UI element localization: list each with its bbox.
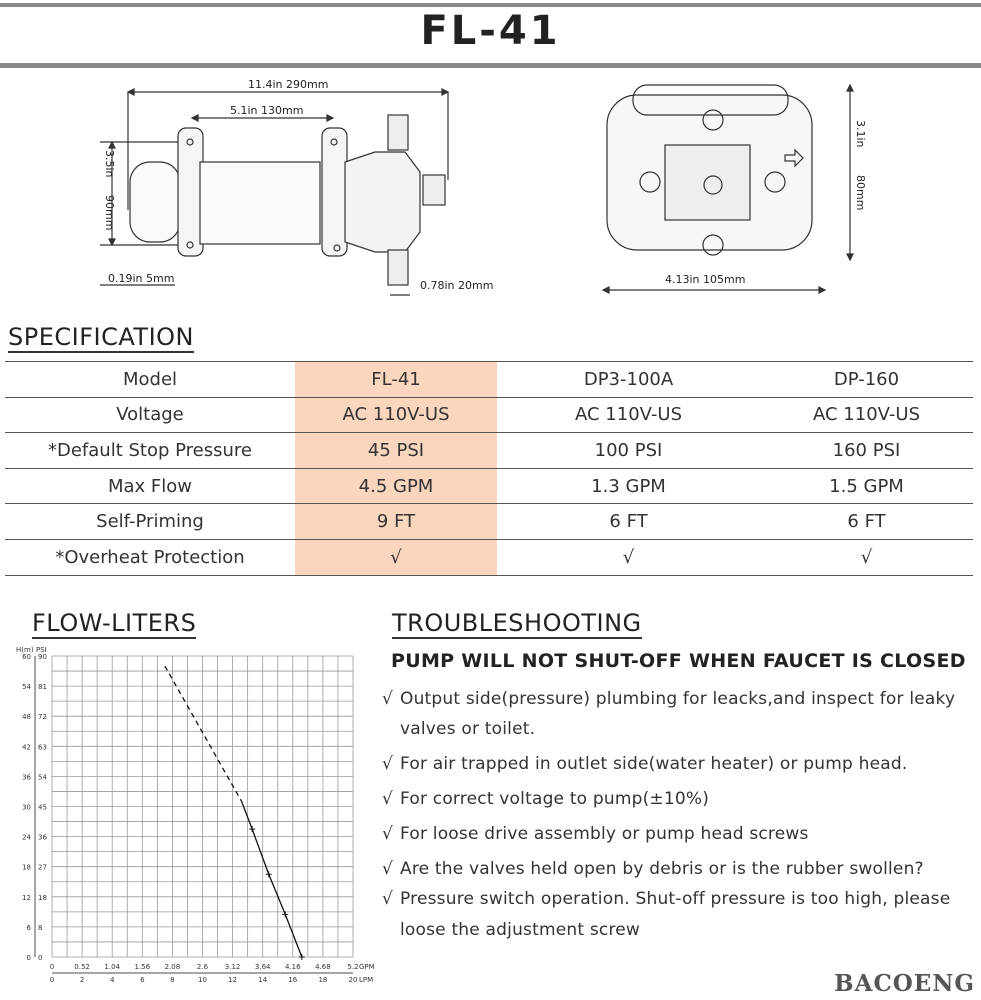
gpm-tick-label: 0 [49,963,55,971]
gpm-tick-label: 2.6 [196,963,209,971]
spec-dp160: 160 PSI [760,433,973,469]
item-text-continued: loose the adjustment screw [400,920,641,940]
item-text: Output side(pressure) plumbing for leacks,and inspect for leaky [400,689,956,709]
h-tick-label: 60 [22,653,31,661]
length-label: 11.4in 290mm [248,78,329,91]
item-text: For correct voltage to pump(±10%) [400,789,710,809]
spec-dp3-100a: 1.3 GPM [497,468,760,504]
item-text: Pressure switch operation. Shut-off pressure is too high, please [400,889,951,909]
troubleshooting-item [382,689,955,709]
check-icon: √ [382,689,394,709]
item-text: For loose drive assembly or pump head screws [400,824,809,844]
hole-label: 0.19in 5mm [108,272,175,285]
spec-dp3-100a: √ [497,539,760,575]
h-tick-label: 42 [22,743,31,752]
spec-row [5,504,973,540]
gpm-tick-label: 0.52 [74,963,90,971]
top-rule [0,3,981,7]
lpm-tick-label: 10 [198,976,207,984]
gpm-tick-label: 3.12 [224,963,241,971]
gpm-tick-label: 1.56 [134,963,151,971]
flow-heading: FLOW-LITERS [32,609,197,637]
spec-dp3-100a: 6 FT [497,504,760,540]
side-height-mm-label: 80mm [854,175,867,211]
spec-row [5,397,973,433]
h-tick-label: 0 [26,954,31,962]
spec-dp160: DP-160 [760,362,973,398]
gpm-tick-label: 5.2 [347,963,359,971]
spec-row [5,539,973,575]
lpm-tick-label: 8 [170,976,175,984]
lpm-tick-label: 14 [258,976,268,984]
troubleshooting-item [382,789,709,809]
flow-chart [0,640,375,985]
item-text: Are the valves held open by debris or is the rubber swollen? [400,859,924,879]
h-tick-label: 12 [22,893,31,902]
psi-tick-label: 72 [38,713,47,722]
h-tick-label: 48 [22,713,31,722]
data-point-marker [249,826,255,832]
lpm-tick-label: 2 [79,976,85,984]
check-icon: √ [382,859,394,879]
item-text: For air trapped in outlet side(water heater) or pump head. [400,754,908,774]
side-width-label: 4.13in 105mm [665,273,746,286]
lpm-tick-label: 4 [109,976,115,984]
check-icon: √ [382,754,394,774]
spec-dp160: AC 110V-US [760,397,973,433]
spec-fl41: 4.5 GPM [295,468,497,504]
check-icon: √ [382,789,394,809]
psi-tick-label: 81 [38,683,47,692]
title-rule [0,63,981,68]
troubleshooting-heading: TROUBLESHOOTING [392,609,642,637]
spec-fl41: 9 FT [295,504,497,540]
spec-label: Self-Priming [5,504,295,540]
spec-dp160: √ [760,539,973,575]
troubleshooting-subheading: PUMP WILL NOT SHUT-OFF WHEN FAUCET IS CLOSED [391,650,966,672]
spec-dp160: 1.5 GPM [760,468,973,504]
specification-heading: SPECIFICATION [8,323,194,351]
lpm-tick-label: 0 [49,976,55,984]
gpm-tick-label: 4.68 [315,963,331,971]
y-label-psi: PSI [36,646,47,654]
h-tick-label: 54 [22,683,31,692]
gpm-tick-label: 1.04 [104,963,120,971]
troubleshooting-item [382,754,907,774]
psi-tick-label: 36 [38,833,47,842]
spec-fl41: √ [295,539,497,575]
height-in-label: 3.5in [103,150,116,178]
spec-label: Max Flow [5,468,295,504]
port-label: 0.78in 20mm [420,279,494,292]
y-label-h: H(m) [16,646,34,654]
psi-tick-label: 45 [38,803,47,812]
psi-tick-label: 18 [38,893,47,902]
spec-dp3-100a: AC 110V-US [497,397,760,433]
x-label-gpm: GPM [359,963,375,971]
pump-front-dimension-drawing [595,75,870,300]
psi-tick-label: 90 [38,653,47,661]
h-tick-label: 36 [22,773,31,782]
page-title: FL-41 [420,8,561,54]
lpm-tick-label: 16 [288,976,298,984]
h-tick-label: 30 [22,803,31,812]
spec-dp160: 6 FT [760,504,973,540]
spec-label: Voltage [5,397,295,433]
spec-fl41: AC 110V-US [295,397,497,433]
spec-fl41: FL-41 [295,362,497,398]
data-point-marker [299,954,305,960]
height-mm-label: 90mm [103,195,116,231]
lpm-tick-label: 12 [228,976,238,984]
lpm-tick-label: 18 [318,976,328,984]
troubleshooting-item [382,859,924,879]
side-height-in-label: 3.1in [854,120,867,148]
spec-row [5,362,973,398]
gpm-tick-label: 4.16 [285,963,301,971]
spec-label: Model [5,362,295,398]
spec-dp3-100a: 100 PSI [497,433,760,469]
spec-label: *Overheat Protection [5,539,295,575]
h-tick-label: 24 [22,833,31,842]
gpm-tick-label: 2.08 [164,963,181,971]
spec-label: *Default Stop Pressure [5,433,295,469]
lpm-tick-label: 6 [140,976,145,984]
data-point-marker [282,911,288,917]
psi-tick-label: 27 [38,863,47,872]
brand-logo: BACOENG [834,970,975,997]
item-text-continued: valves or toilet. [400,719,536,739]
spec-dp3-100a: DP3-100A [497,362,760,398]
x-label-lpm: LPM [359,976,374,984]
spec-row [5,433,973,469]
mount-spacing-label: 5.1in 130mm [230,104,304,117]
psi-tick-label: 0 [38,954,43,962]
check-icon: √ [382,889,394,909]
lpm-tick-label: 20 [348,976,358,984]
data-point-marker [266,871,272,877]
troubleshooting-item [382,824,809,844]
psi-tick-label: 54 [38,773,47,782]
h-tick-label: 6 [26,923,31,932]
psi-tick-label: 63 [38,743,47,752]
h-tick-label: 18 [22,863,31,872]
spec-fl41: 45 PSI [295,433,497,469]
check-icon: √ [382,824,394,844]
pump-side-dimension-drawing [90,70,520,300]
specification-table [5,361,973,576]
gpm-tick-label: 3.64 [254,963,271,971]
spec-row [5,468,973,504]
psi-tick-label: 8 [38,923,43,932]
troubleshooting-item [382,889,950,909]
